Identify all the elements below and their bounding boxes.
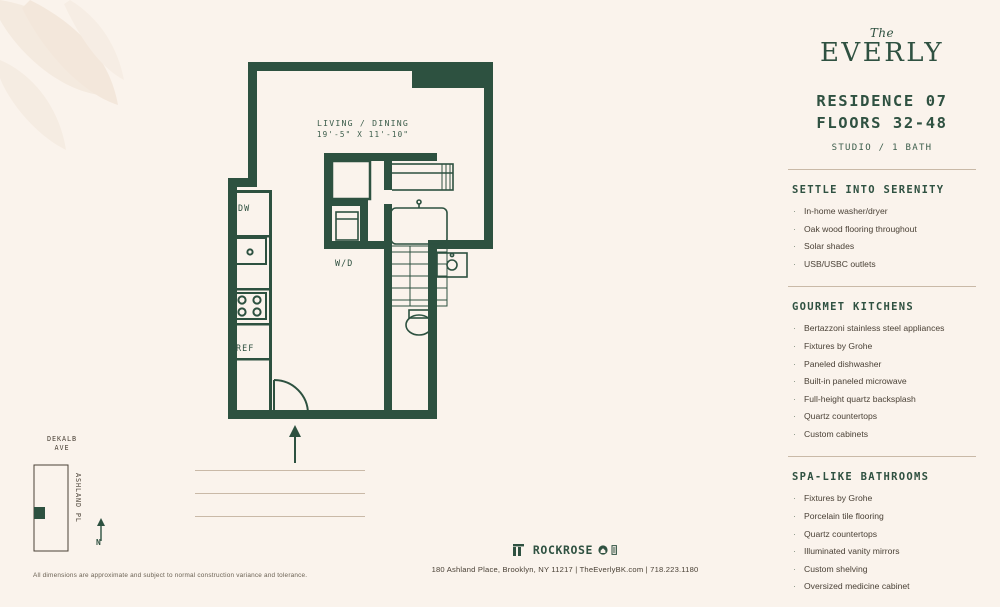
feature-item — [782, 429, 982, 441]
feature-label: Custom shelving — [804, 563, 868, 574]
feature-item — [782, 259, 982, 271]
feature-item — [782, 323, 982, 335]
rockrose-mark-icon — [512, 543, 528, 557]
bullet-icon: · — [793, 511, 796, 522]
room-dimensions: 19'-5" X 11'-10" — [316, 130, 410, 139]
feature-item — [782, 529, 982, 541]
bullet-icon: · — [793, 323, 796, 334]
rule-line — [195, 470, 365, 471]
feature-label: In-home washer/dryer — [804, 205, 888, 216]
feature-item — [782, 341, 982, 353]
bullet-icon: · — [793, 205, 796, 216]
footer-address: 180 Ashland Place, Brooklyn, NY 11217 | TheEverlyBK.com | 718.223.1180 — [431, 565, 699, 574]
feature-label: Solar shades — [804, 241, 855, 252]
divider — [788, 169, 976, 170]
bullet-icon: · — [793, 411, 796, 422]
rule-line — [195, 516, 365, 517]
info-panel — [770, 0, 1000, 607]
bullet-icon: · — [793, 223, 796, 234]
room-label-living-dining — [268, 118, 458, 139]
room-name: LIVING / DINING — [317, 118, 409, 128]
section-spa-like-bathrooms — [782, 471, 982, 593]
bullet-icon: · — [793, 258, 796, 269]
brand-name: EVERLY — [819, 38, 945, 68]
bullet-icon: · — [793, 528, 796, 539]
developer-name: ROCKROSE — [532, 543, 594, 557]
section-settle-into-serenity — [782, 184, 982, 270]
feature-label: Oak wood flooring throughout — [804, 223, 917, 234]
keyplan-street-ashland: ASHLAND PL — [74, 473, 82, 523]
feature-item — [782, 376, 982, 388]
section-title: GOURMET KITCHENS — [792, 301, 914, 314]
appliance-label-ref: REF — [236, 343, 255, 353]
floors-title: FLOORS 32-48 — [816, 114, 948, 133]
divider — [788, 286, 976, 287]
feature-label: Porcelain tile flooring — [804, 511, 884, 522]
feature-item — [782, 394, 982, 406]
feature-label: Paneled dishwasher — [804, 358, 882, 369]
bullet-icon: · — [793, 428, 796, 439]
brand-logo — [782, 26, 982, 68]
unit-type: STUDIO / 1 BATH — [831, 142, 933, 153]
scale-rules — [195, 470, 365, 539]
bullet-icon: · — [793, 376, 796, 387]
rule-line — [195, 493, 365, 494]
divider — [788, 456, 976, 457]
feature-item — [782, 206, 982, 218]
residence-title: RESIDENCE 07 — [816, 92, 948, 110]
bullet-icon: · — [793, 241, 796, 252]
section-title: SETTLE INTO SERENITY — [792, 183, 945, 196]
bullet-icon: · — [793, 340, 796, 351]
keyplan-north-label: N — [96, 538, 101, 547]
leaf-decoration-icon — [0, 0, 220, 200]
disclaimer-text: All dimensions are approximate and subject to normal construction variance and tolerance. — [33, 572, 308, 579]
bullet-icon: · — [793, 493, 796, 504]
bullet-icon: · — [793, 563, 796, 574]
bullet-icon: · — [793, 546, 796, 557]
footer-developer-block — [400, 543, 730, 574]
feature-item — [782, 359, 982, 371]
section-gourmet-kitchens — [782, 301, 982, 440]
floorplan-drawing — [200, 40, 600, 440]
rockrose-logo — [400, 543, 730, 557]
feature-label: Custom cabinets — [804, 428, 869, 439]
feature-item — [782, 546, 982, 558]
appliance-label-dw: DW — [238, 203, 251, 213]
feature-label: Fixtures by Grohe — [804, 340, 873, 351]
feature-item — [782, 224, 982, 236]
bullet-icon: · — [793, 358, 796, 369]
feature-label: Fixtures by Grohe — [804, 493, 873, 504]
feature-label: Bertazzoni stainless steel appliances — [804, 323, 945, 334]
feature-label: Quartz countertops — [804, 528, 878, 539]
brand-the: The — [869, 26, 895, 40]
bullet-icon: · — [793, 393, 796, 404]
feature-label: Quartz countertops — [804, 411, 878, 422]
feature-item — [782, 493, 982, 505]
feature-label: Built-in paneled microwave — [804, 376, 907, 387]
feature-label: Oversized medicine cabinet — [804, 581, 910, 592]
feature-item — [782, 411, 982, 423]
bullet-icon: · — [793, 581, 796, 592]
section-title: SPA-LIKE BATHROOMS — [792, 471, 930, 484]
feature-label: Illuminated vanity mirrors — [804, 546, 900, 557]
north-arrow-icon — [282, 425, 308, 465]
keyplan-building-outline — [32, 463, 92, 553]
feature-label: USB/USBC outlets — [804, 258, 876, 269]
feature-item — [782, 564, 982, 576]
feature-item — [782, 581, 982, 593]
appliance-label-wd: W/D — [335, 258, 354, 268]
feature-item — [782, 511, 982, 523]
feature-label: Full-height quartz backsplash — [804, 393, 916, 404]
key-plan — [30, 435, 160, 555]
feature-item — [782, 241, 982, 253]
equal-housing-icons — [598, 544, 618, 556]
keyplan-north-arrow-icon — [92, 517, 110, 543]
keyplan-street-dekalb: DEKALB AVE — [47, 435, 77, 452]
